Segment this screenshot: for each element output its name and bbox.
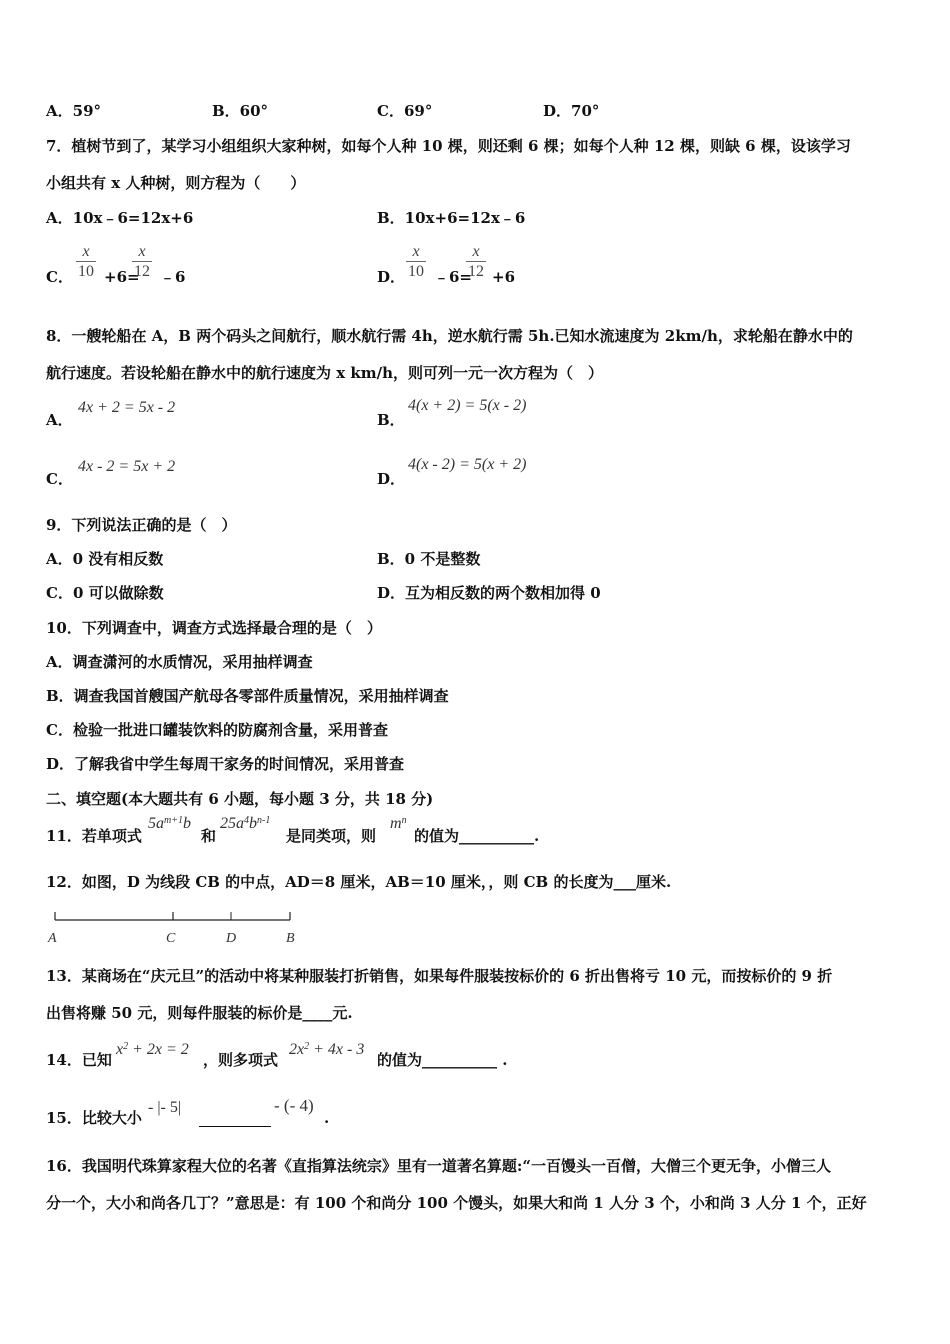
- q15-left-expression: - |- 5|: [148, 1099, 182, 1116]
- q13-stem-line2: 出售将赚 50 元，则每件服装的标价是____元.: [46, 1004, 353, 1022]
- q8-option-c-equation: 4x - 2 = 5x + 2: [78, 458, 176, 475]
- q10-option-c: C．检验一批进口罐装饮料的防腐剂含量，采用普查: [46, 721, 388, 739]
- q8-stem-line2: 航行速度。若设轮船在静水中的航行速度为 x km/h，则可列一元一次方程为（ ）: [46, 364, 604, 382]
- q7-stem-line2: 小组共有 x 人种树，则方程为（ ）: [46, 174, 306, 192]
- q7-option-d-label: D．: [377, 268, 406, 286]
- q7-option-c-label: C．: [46, 268, 73, 286]
- q6-option-b: B．60°: [212, 102, 269, 120]
- q7-d-mid: ﹣6=: [434, 268, 473, 286]
- q6-option-c: C．69°: [377, 102, 433, 120]
- q12-line-segment-figure: [44, 906, 314, 946]
- q13-stem-line1: 13．某商场在“庆元旦”的活动中将某种服装打折销售，如果每件服装按标价的 6 折出售将亏 10 元，而按标价的 9 折: [46, 967, 833, 985]
- q11-and: 和: [201, 827, 217, 845]
- q11-middle: 是同类项，则: [286, 827, 377, 845]
- point-label-d: D: [226, 931, 237, 946]
- q8-option-b-label: B．: [377, 411, 405, 429]
- q9-option-b: B．0 不是整数: [377, 550, 481, 568]
- q7-c-fraction-2: $\frac{x}{12}$: [134, 243, 150, 280]
- q7-d-fraction-1: $\frac{x}{10}$: [408, 243, 424, 280]
- q15-suffix: .: [324, 1109, 330, 1127]
- q14-polynomial: $2x^2 + 4x - 3$: [289, 1041, 365, 1058]
- q9-option-c: C．0 可以做除数: [46, 584, 164, 602]
- q7-c-mid: +6=: [104, 268, 140, 286]
- q14-equation: $x^2 + 2x = 2$: [116, 1041, 189, 1058]
- q7-c-fraction-1: $\frac{x}{10}$: [78, 243, 94, 280]
- q15-right-expression: - (- 4): [274, 1096, 314, 1115]
- q15-answer-blank: [199, 1112, 271, 1127]
- q9-stem: 9．下列说法正确的是（ ）: [46, 516, 237, 534]
- q10-option-b: B．调查我国首艘国产航母各零部件质量情况，采用抽样调查: [46, 687, 449, 705]
- q14-prefix: 14．已知: [46, 1051, 112, 1069]
- q12-stem: 12．如图，D 为线段 CB 的中点，AD＝8 厘米，AB＝10 厘米，，则 CB 的长度为___厘米.: [46, 873, 672, 891]
- q7-option-b: B．10x+6=12x﹣6: [377, 209, 526, 227]
- q14-middle: ，则多项式: [203, 1051, 279, 1069]
- q9-option-d: D．互为相反数的两个数相加得 0: [377, 584, 601, 602]
- q6-option-d: D．70°: [543, 102, 600, 120]
- point-label-c: C: [166, 931, 176, 946]
- q7-option-a: A．10x﹣6=12x+6: [46, 209, 194, 227]
- q11-m-power-n: $m^n$: [390, 815, 407, 832]
- q10-option-d: D．了解我省中学生每周干家务的时间情况，采用普查: [46, 755, 405, 773]
- q11-monomial-2: $25a^4b^{n-1}$: [220, 815, 271, 832]
- q16-stem-line1: 16．我国明代珠算家程大位的名著《直指算法统宗》里有一道著名算题:“一百馒头一百僧，大僧三个更无争，小僧三人: [46, 1157, 832, 1175]
- q14-suffix: 的值为__________ .: [377, 1051, 508, 1069]
- section-2-heading: 二、填空题(本大题共有 6 小题，每小题 3 分，共 18 分): [46, 790, 434, 808]
- q8-option-b-equation: 4(x + 2) = 5(x - 2): [408, 397, 527, 414]
- point-label-b: B: [286, 931, 295, 946]
- point-label-a: A: [48, 931, 57, 946]
- q8-stem-line1: 8．一艘轮船在 A，B 两个码头之间航行，顺水航行需 4h，逆水航行需 5h.已知水流速度为 2km/h，求轮船在静水中的: [46, 327, 853, 345]
- q6-option-a: A．59°: [46, 102, 102, 120]
- q16-stem-line2: 分一个，大小和尚各几丁？”意思是：有 100 个和尚分 100 个馒头，如果大和尚 1 人分 3 个，小和尚 3 人分 1 个，正好: [46, 1194, 867, 1212]
- q8-option-a-equation: 4x + 2 = 5x - 2: [78, 399, 176, 416]
- q7-d-fraction-2: $\frac{x}{12}$: [468, 243, 484, 280]
- q8-option-d-equation: 4(x - 2) = 5(x + 2): [408, 456, 527, 473]
- q7-stem-line1: 7．植树节到了，某学习小组组织大家种树，如每个人种 10 棵，则还剩 6 棵；如每个人种 12 棵，则缺 6 棵，设该学习: [46, 137, 851, 155]
- q7-d-end: +6: [492, 268, 516, 286]
- q11-suffix: 的值为__________.: [414, 827, 540, 845]
- q8-option-c-label: C．: [46, 470, 73, 488]
- q10-option-a: A．调查潇河的水质情况，采用抽样调查: [46, 653, 313, 671]
- q11-monomial-1: $5a^{m+1}b$: [148, 815, 191, 832]
- q10-stem: 10．下列调查中，调查方式选择最合理的是（ ）: [46, 619, 382, 637]
- q8-option-d-label: D．: [377, 470, 406, 488]
- q9-option-a: A．0 没有相反数: [46, 550, 164, 568]
- q8-option-a-label: A．: [46, 411, 73, 429]
- q11-prefix: 11．若单项式: [46, 827, 142, 845]
- q7-c-end: ﹣6: [160, 268, 186, 286]
- q15-prefix: 15．比较大小: [46, 1109, 142, 1127]
